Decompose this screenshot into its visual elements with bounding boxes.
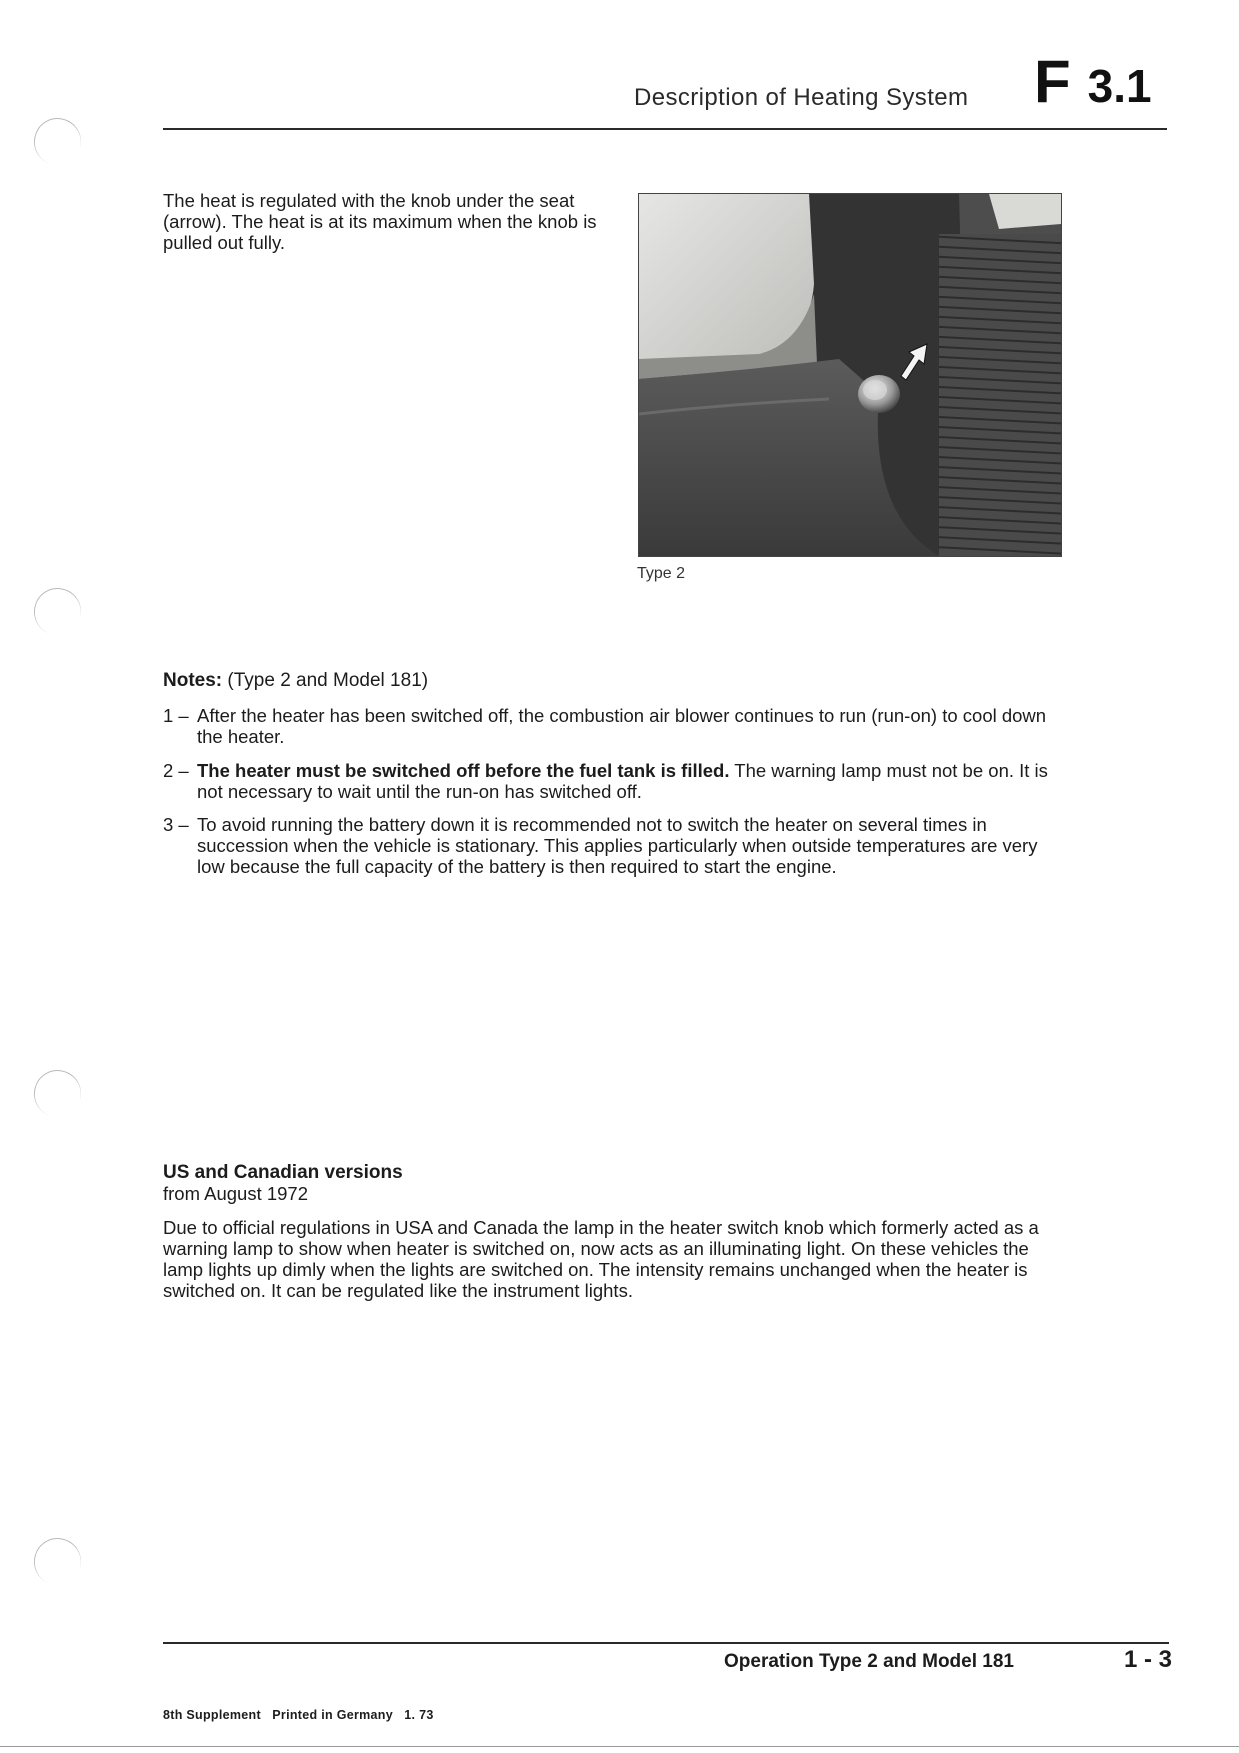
section-number: 3.1 [1087,60,1152,112]
note-emphasis: The heater must be switched off before the fuel tank is filled. [197,760,730,781]
us-section-heading: US and Canadian versions [163,1162,403,1183]
note-text-wrapper [197,760,1063,802]
photo-caption: Type 2 [637,565,686,582]
intro-paragraph: The heat is regulated with the knob under the seat (arrow). The heat is at its maximum when the knob is pulled out fully. [163,190,597,253]
page-title: Description of Heating System [634,84,969,111]
print-info: 8th Supplement Printed in Germany 1. 73 [163,1708,434,1722]
punch-hole-mark [27,581,87,641]
note-item [163,814,1063,877]
note-text: After the heater has been switched off, the combustion air blower continues to run (run-on) to cool down the heater. [197,705,1047,747]
note-item [163,705,1063,747]
notes-label: Notes: [163,670,223,691]
section-letter: F [1034,48,1070,115]
notes-scope: (Type 2 and Model 181) [222,670,429,691]
punch-hole-mark [27,1063,87,1123]
note-number: 1 – [163,705,189,726]
note-number: 2 – [163,760,189,781]
notes-heading [163,670,428,692]
section-code [1034,48,1152,115]
page-number: 1 - 3 [1124,1646,1173,1673]
note-item [163,760,1063,802]
footer-operation: Operation Type 2 and Model 181 [724,1651,1014,1672]
us-section-subheading: from August 1972 [163,1183,309,1204]
footer-rule [163,1642,1169,1644]
note-text: The warning lamp must not be on. It is not necessary to wait until the run-on has switched off. [197,760,1048,802]
us-section-body: Due to official regulations in USA and Canada the lamp in the heater switch knob which formerly acted as a warning lamp to show when heater is switched on, now acts as an illuminating light. On these vehicles the lamp lights up dimly when the lights are switched on. The intensity remains unchanged when the heater is switched on. It can be regulated like the instrument lights. [163,1217,1039,1301]
punch-hole-mark [27,1531,87,1591]
photo-illustration [639,194,1061,556]
note-number: 3 – [163,814,189,835]
note-text: To avoid running the battery down it is recommended not to switch the heater on several times in succession when the vehicle is stationary. This applies particularly when outside temperatures are very low because the full capacity of the battery is then required to start the engine. [197,814,1038,877]
header-rule [163,128,1167,130]
punch-hole-mark [27,111,87,171]
heater-knob-photo [638,193,1062,557]
page-edge-line [0,1746,1239,1747]
